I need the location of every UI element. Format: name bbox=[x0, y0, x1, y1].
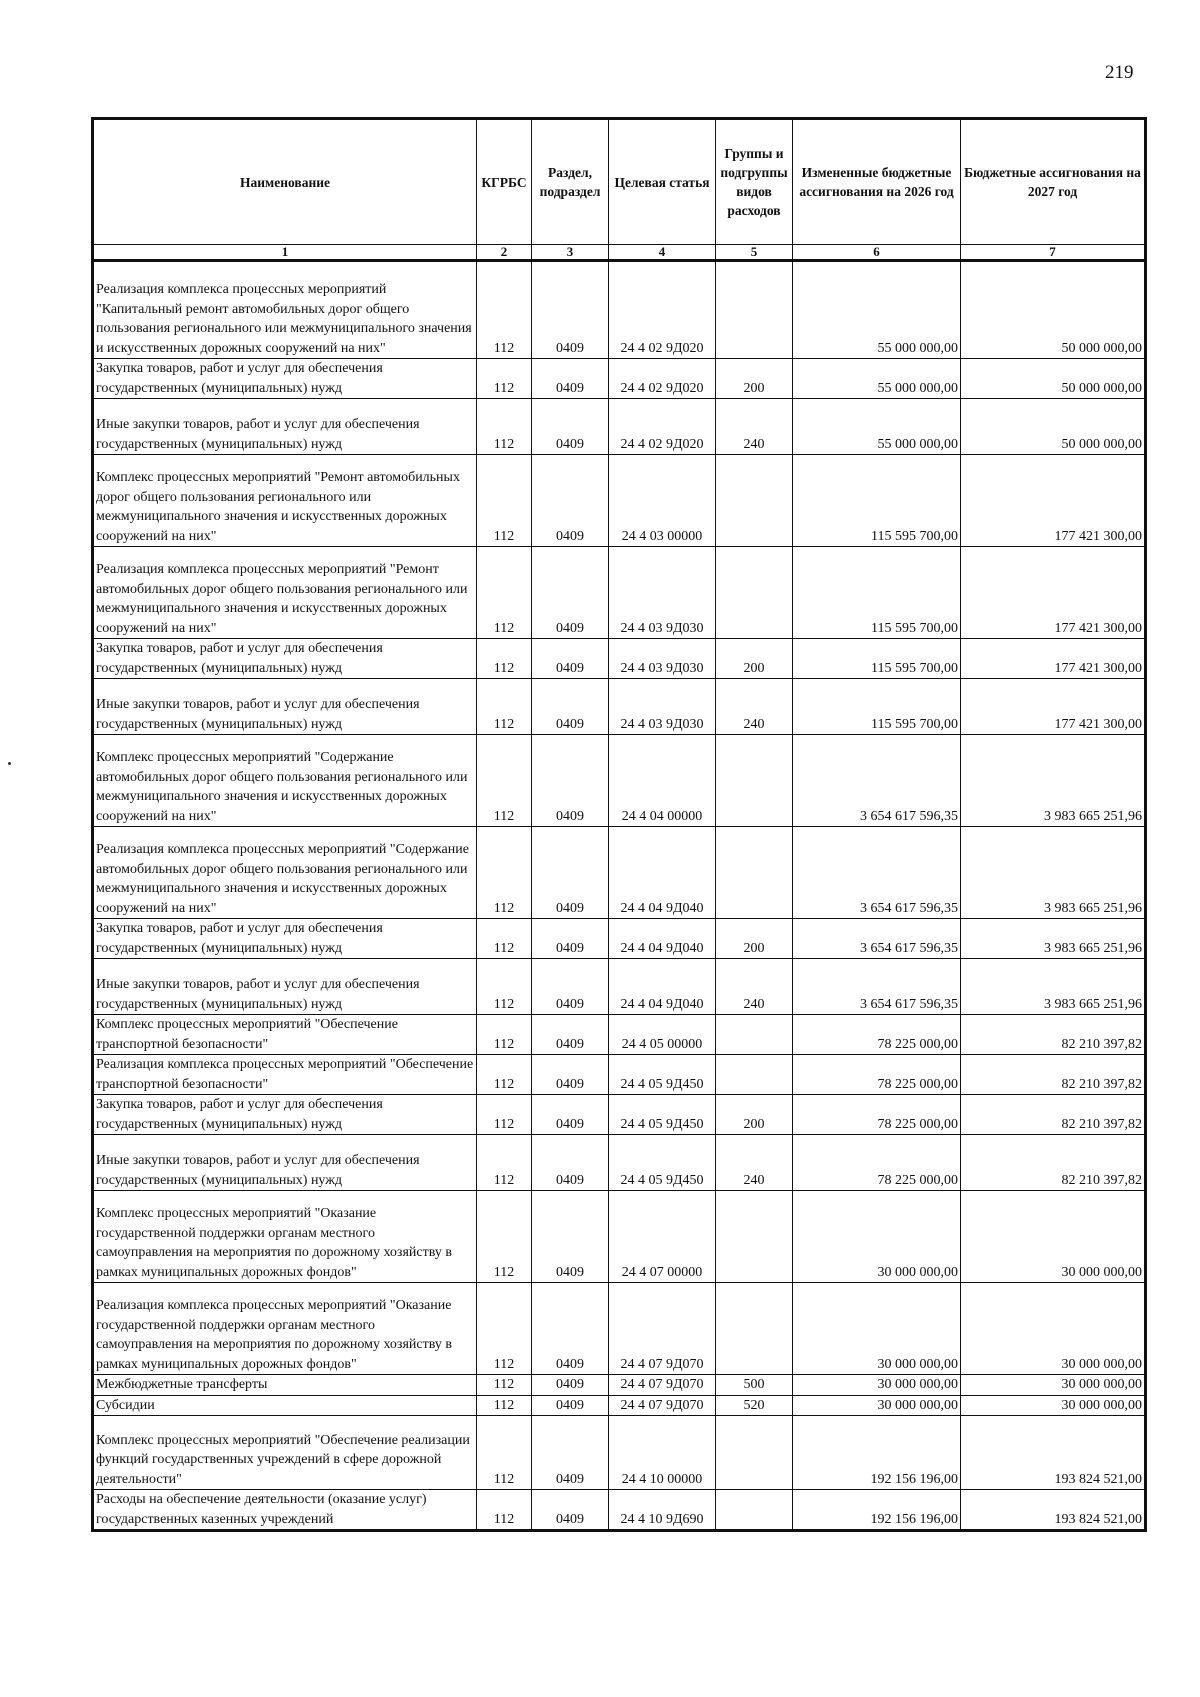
cell-razdel: 0409 bbox=[532, 1490, 609, 1531]
header-statya: Целевая статья bbox=[609, 119, 716, 245]
cell-name: Закупка товаров, работ и услуг для обеспечения государственных (муниципальных) нужд bbox=[93, 359, 477, 399]
cell-amount-2026: 78 225 000,00 bbox=[793, 1015, 961, 1055]
table-row bbox=[93, 679, 1146, 735]
table-row bbox=[93, 455, 1146, 547]
cell-amount-2027: 50 000 000,00 bbox=[961, 399, 1146, 455]
cell-kgrbs: 112 bbox=[477, 735, 532, 827]
header-2027: Бюджетные ассигнования на 2027 год bbox=[961, 119, 1146, 245]
cell-kgrbs: 112 bbox=[477, 1055, 532, 1095]
cell-razdel: 0409 bbox=[532, 1015, 609, 1055]
cell-statya: 24 4 10 00000 bbox=[609, 1416, 716, 1490]
cell-name: Иные закупки товаров, работ и услуг для обеспечения государственных (муниципальных) нужд bbox=[93, 679, 477, 735]
cell-kgrbs: 112 bbox=[477, 399, 532, 455]
cell-statya: 24 4 07 9Д070 bbox=[609, 1283, 716, 1375]
cell-statya: 24 4 07 9Д070 bbox=[609, 1395, 716, 1416]
cell-statya: 24 4 03 00000 bbox=[609, 455, 716, 547]
cell-vid: 200 bbox=[716, 919, 793, 959]
cell-vid: 200 bbox=[716, 639, 793, 679]
cell-statya: 24 4 03 9Д030 bbox=[609, 547, 716, 639]
cell-amount-2026: 55 000 000,00 bbox=[793, 261, 961, 359]
cell-statya: 24 4 02 9Д020 bbox=[609, 261, 716, 359]
cell-statya: 24 4 03 9Д030 bbox=[609, 639, 716, 679]
header-2026: Измененные бюджетные ассигнования на 2026 год bbox=[793, 119, 961, 245]
cell-statya: 24 4 04 9Д040 bbox=[609, 959, 716, 1015]
cell-statya: 24 4 05 00000 bbox=[609, 1015, 716, 1055]
cell-kgrbs: 112 bbox=[477, 1416, 532, 1490]
cell-name: Субсидии bbox=[93, 1395, 477, 1416]
table-body bbox=[93, 261, 1146, 1531]
table-row bbox=[93, 1055, 1146, 1095]
cell-amount-2027: 82 210 397,82 bbox=[961, 1135, 1146, 1191]
cell-kgrbs: 112 bbox=[477, 359, 532, 399]
cell-vid bbox=[716, 1416, 793, 1490]
cell-amount-2027: 30 000 000,00 bbox=[961, 1375, 1146, 1396]
cell-amount-2026: 30 000 000,00 bbox=[793, 1395, 961, 1416]
cell-razdel: 0409 bbox=[532, 1416, 609, 1490]
cell-razdel: 0409 bbox=[532, 1395, 609, 1416]
cell-amount-2026: 30 000 000,00 bbox=[793, 1191, 961, 1283]
cell-razdel: 0409 bbox=[532, 1055, 609, 1095]
cell-amount-2027: 82 210 397,82 bbox=[961, 1095, 1146, 1135]
budget-table bbox=[91, 117, 1147, 1532]
header-row bbox=[93, 119, 1146, 245]
cell-razdel: 0409 bbox=[532, 399, 609, 455]
column-number: 3 bbox=[532, 245, 609, 261]
table-row bbox=[93, 1015, 1146, 1055]
cell-amount-2026: 78 225 000,00 bbox=[793, 1055, 961, 1095]
table-row bbox=[93, 261, 1146, 359]
cell-statya: 24 4 04 00000 bbox=[609, 735, 716, 827]
cell-kgrbs: 112 bbox=[477, 455, 532, 547]
cell-amount-2027: 193 824 521,00 bbox=[961, 1490, 1146, 1531]
cell-statya: 24 4 07 00000 bbox=[609, 1191, 716, 1283]
cell-razdel: 0409 bbox=[532, 827, 609, 919]
cell-amount-2027: 3 983 665 251,96 bbox=[961, 919, 1146, 959]
column-number: 7 bbox=[961, 245, 1146, 261]
cell-amount-2027: 30 000 000,00 bbox=[961, 1191, 1146, 1283]
cell-statya: 24 4 02 9Д020 bbox=[609, 359, 716, 399]
cell-razdel: 0409 bbox=[532, 1375, 609, 1396]
cell-razdel: 0409 bbox=[532, 1095, 609, 1135]
cell-name: Межбюджетные трансферты bbox=[93, 1375, 477, 1396]
header-vid: Группы и подгруппы видов расходов bbox=[716, 119, 793, 245]
column-number: 5 bbox=[716, 245, 793, 261]
cell-kgrbs: 112 bbox=[477, 1283, 532, 1375]
cell-amount-2026: 78 225 000,00 bbox=[793, 1135, 961, 1191]
table-row bbox=[93, 735, 1146, 827]
cell-kgrbs: 112 bbox=[477, 639, 532, 679]
cell-vid bbox=[716, 1055, 793, 1095]
cell-amount-2026: 115 595 700,00 bbox=[793, 639, 961, 679]
cell-vid: 240 bbox=[716, 679, 793, 735]
cell-amount-2027: 82 210 397,82 bbox=[961, 1055, 1146, 1095]
table-row bbox=[93, 1490, 1146, 1531]
cell-name: Комплекс процессных мероприятий "Содержание автомобильных дорог общего пользования регионального или межмуниципального значения и искусственных дорожных сооружений на них" bbox=[93, 735, 477, 827]
cell-name: Закупка товаров, работ и услуг для обеспечения государственных (муниципальных) нужд bbox=[93, 919, 477, 959]
cell-name: Закупка товаров, работ и услуг для обеспечения государственных (муниципальных) нужд bbox=[93, 1095, 477, 1135]
cell-amount-2027: 50 000 000,00 bbox=[961, 359, 1146, 399]
cell-razdel: 0409 bbox=[532, 959, 609, 1015]
cell-vid: 200 bbox=[716, 1095, 793, 1135]
cell-vid: 240 bbox=[716, 959, 793, 1015]
cell-name: Реализация комплекса процессных мероприятий "Содержание автомобильных дорог общего пользования регионального или межмуниципального значения и искусственных дорожных сооружений на них" bbox=[93, 827, 477, 919]
table-row bbox=[93, 1191, 1146, 1283]
cell-statya: 24 4 04 9Д040 bbox=[609, 827, 716, 919]
cell-razdel: 0409 bbox=[532, 1283, 609, 1375]
cell-name: Комплекс процессных мероприятий "Обеспечение транспортной безопасности" bbox=[93, 1015, 477, 1055]
cell-vid bbox=[716, 547, 793, 639]
cell-vid: 240 bbox=[716, 399, 793, 455]
header-name: Наименование bbox=[93, 119, 477, 245]
cell-vid bbox=[716, 1191, 793, 1283]
cell-amount-2027: 177 421 300,00 bbox=[961, 455, 1146, 547]
cell-statya: 24 4 07 9Д070 bbox=[609, 1375, 716, 1396]
cell-amount-2026: 115 595 700,00 bbox=[793, 455, 961, 547]
table-row bbox=[93, 399, 1146, 455]
cell-vid bbox=[716, 455, 793, 547]
cell-kgrbs: 112 bbox=[477, 1490, 532, 1531]
cell-kgrbs: 112 bbox=[477, 1095, 532, 1135]
cell-kgrbs: 112 bbox=[477, 547, 532, 639]
cell-name: Реализация комплекса процессных мероприятий "Капитальный ремонт автомобильных дорог общего пользования регионального или межмуниципального значения и искусственных дорожных сооружений на них" bbox=[93, 261, 477, 359]
cell-name: Закупка товаров, работ и услуг для обеспечения государственных (муниципальных) нужд bbox=[93, 639, 477, 679]
cell-name: Реализация комплекса процессных мероприятий "Ремонт автомобильных дорог общего пользования регионального или межмуниципального значения и искусственных дорожных сооружений на них" bbox=[93, 547, 477, 639]
cell-amount-2026: 55 000 000,00 bbox=[793, 399, 961, 455]
cell-name: Иные закупки товаров, работ и услуг для обеспечения государственных (муниципальных) нужд bbox=[93, 959, 477, 1015]
cell-name: Комплекс процессных мероприятий "Ремонт автомобильных дорог общего пользования регионального или межмуниципального значения и искусственных дорожных сооружений на них" bbox=[93, 455, 477, 547]
cell-statya: 24 4 10 9Д690 bbox=[609, 1490, 716, 1531]
cell-amount-2026: 55 000 000,00 bbox=[793, 359, 961, 399]
cell-amount-2027: 50 000 000,00 bbox=[961, 261, 1146, 359]
table-row bbox=[93, 639, 1146, 679]
cell-name: Реализация комплекса процессных мероприятий "Обеспечение транспортной безопасности" bbox=[93, 1055, 477, 1095]
cell-vid bbox=[716, 1490, 793, 1531]
cell-kgrbs: 112 bbox=[477, 827, 532, 919]
table-row bbox=[93, 919, 1146, 959]
cell-amount-2027: 3 983 665 251,96 bbox=[961, 827, 1146, 919]
cell-vid bbox=[716, 735, 793, 827]
cell-amount-2026: 30 000 000,00 bbox=[793, 1283, 961, 1375]
cell-vid bbox=[716, 1283, 793, 1375]
cell-vid bbox=[716, 1015, 793, 1055]
cell-amount-2027: 177 421 300,00 bbox=[961, 547, 1146, 639]
cell-kgrbs: 112 bbox=[477, 1395, 532, 1416]
column-number: 4 bbox=[609, 245, 716, 261]
cell-vid: 200 bbox=[716, 359, 793, 399]
cell-razdel: 0409 bbox=[532, 1191, 609, 1283]
cell-kgrbs: 112 bbox=[477, 1015, 532, 1055]
table-row bbox=[93, 959, 1146, 1015]
cell-razdel: 0409 bbox=[532, 547, 609, 639]
cell-kgrbs: 112 bbox=[477, 919, 532, 959]
cell-amount-2027: 82 210 397,82 bbox=[961, 1015, 1146, 1055]
table-row bbox=[93, 1416, 1146, 1490]
cell-razdel: 0409 bbox=[532, 679, 609, 735]
cell-statya: 24 4 04 9Д040 bbox=[609, 919, 716, 959]
cell-amount-2027: 3 983 665 251,96 bbox=[961, 959, 1146, 1015]
cell-statya: 24 4 05 9Д450 bbox=[609, 1095, 716, 1135]
scan-speck bbox=[8, 762, 11, 765]
cell-kgrbs: 112 bbox=[477, 679, 532, 735]
cell-amount-2026: 192 156 196,00 bbox=[793, 1490, 961, 1531]
cell-amount-2027: 30 000 000,00 bbox=[961, 1283, 1146, 1375]
header-razdel: Раздел, подраздел bbox=[532, 119, 609, 245]
cell-razdel: 0409 bbox=[532, 261, 609, 359]
cell-amount-2026: 115 595 700,00 bbox=[793, 679, 961, 735]
cell-statya: 24 4 05 9Д450 bbox=[609, 1055, 716, 1095]
cell-amount-2027: 177 421 300,00 bbox=[961, 679, 1146, 735]
cell-razdel: 0409 bbox=[532, 735, 609, 827]
cell-vid bbox=[716, 827, 793, 919]
column-number: 1 bbox=[93, 245, 477, 261]
table-row bbox=[93, 1375, 1146, 1396]
cell-name: Комплекс процессных мероприятий "Обеспечение реализации функций государственных учреждений в сфере дорожной деятельности" bbox=[93, 1416, 477, 1490]
cell-kgrbs: 112 bbox=[477, 261, 532, 359]
cell-vid: 520 bbox=[716, 1395, 793, 1416]
table-row bbox=[93, 547, 1146, 639]
cell-amount-2026: 115 595 700,00 bbox=[793, 547, 961, 639]
header-kgrbs: КГРБС bbox=[477, 119, 532, 245]
table-row bbox=[93, 1283, 1146, 1375]
column-number: 2 bbox=[477, 245, 532, 261]
table-row bbox=[93, 1095, 1146, 1135]
cell-statya: 24 4 03 9Д030 bbox=[609, 679, 716, 735]
cell-vid: 240 bbox=[716, 1135, 793, 1191]
cell-amount-2027: 3 983 665 251,96 bbox=[961, 735, 1146, 827]
cell-amount-2026: 3 654 617 596,35 bbox=[793, 735, 961, 827]
cell-name: Реализация комплекса процессных мероприятий "Оказание государственной поддержки органам местного самоуправления на мероприятия по дорожному хозяйству в рамках муниципальных дорожных фондов" bbox=[93, 1283, 477, 1375]
cell-statya: 24 4 02 9Д020 bbox=[609, 399, 716, 455]
cell-vid: 500 bbox=[716, 1375, 793, 1396]
table-row bbox=[93, 827, 1146, 919]
cell-amount-2026: 3 654 617 596,35 bbox=[793, 919, 961, 959]
cell-kgrbs: 112 bbox=[477, 1135, 532, 1191]
cell-amount-2027: 177 421 300,00 bbox=[961, 639, 1146, 679]
cell-amount-2026: 78 225 000,00 bbox=[793, 1095, 961, 1135]
cell-kgrbs: 112 bbox=[477, 959, 532, 1015]
cell-razdel: 0409 bbox=[532, 359, 609, 399]
cell-vid bbox=[716, 261, 793, 359]
table-row bbox=[93, 1135, 1146, 1191]
cell-name: Расходы на обеспечение деятельности (оказание услуг) государственных казенных учреждений bbox=[93, 1490, 477, 1531]
table-row bbox=[93, 359, 1146, 399]
cell-razdel: 0409 bbox=[532, 1135, 609, 1191]
column-number: 6 bbox=[793, 245, 961, 261]
cell-kgrbs: 112 bbox=[477, 1375, 532, 1396]
table-row bbox=[93, 1395, 1146, 1416]
cell-amount-2026: 3 654 617 596,35 bbox=[793, 827, 961, 919]
cell-razdel: 0409 bbox=[532, 919, 609, 959]
cell-razdel: 0409 bbox=[532, 639, 609, 679]
cell-amount-2026: 3 654 617 596,35 bbox=[793, 959, 961, 1015]
cell-amount-2026: 192 156 196,00 bbox=[793, 1416, 961, 1490]
cell-kgrbs: 112 bbox=[477, 1191, 532, 1283]
cell-name: Иные закупки товаров, работ и услуг для обеспечения государственных (муниципальных) нужд bbox=[93, 399, 477, 455]
cell-razdel: 0409 bbox=[532, 455, 609, 547]
column-number-row bbox=[93, 245, 1146, 261]
cell-statya: 24 4 05 9Д450 bbox=[609, 1135, 716, 1191]
cell-amount-2027: 193 824 521,00 bbox=[961, 1416, 1146, 1490]
page-number: 219 bbox=[1105, 62, 1134, 83]
cell-name: Комплекс процессных мероприятий "Оказание государственной поддержки органам местного самоуправления на мероприятия по дорожному хозяйству в рамках муниципальных дорожных фондов" bbox=[93, 1191, 477, 1283]
cell-amount-2026: 30 000 000,00 bbox=[793, 1375, 961, 1396]
cell-amount-2027: 30 000 000,00 bbox=[961, 1395, 1146, 1416]
cell-name: Иные закупки товаров, работ и услуг для обеспечения государственных (муниципальных) нужд bbox=[93, 1135, 477, 1191]
